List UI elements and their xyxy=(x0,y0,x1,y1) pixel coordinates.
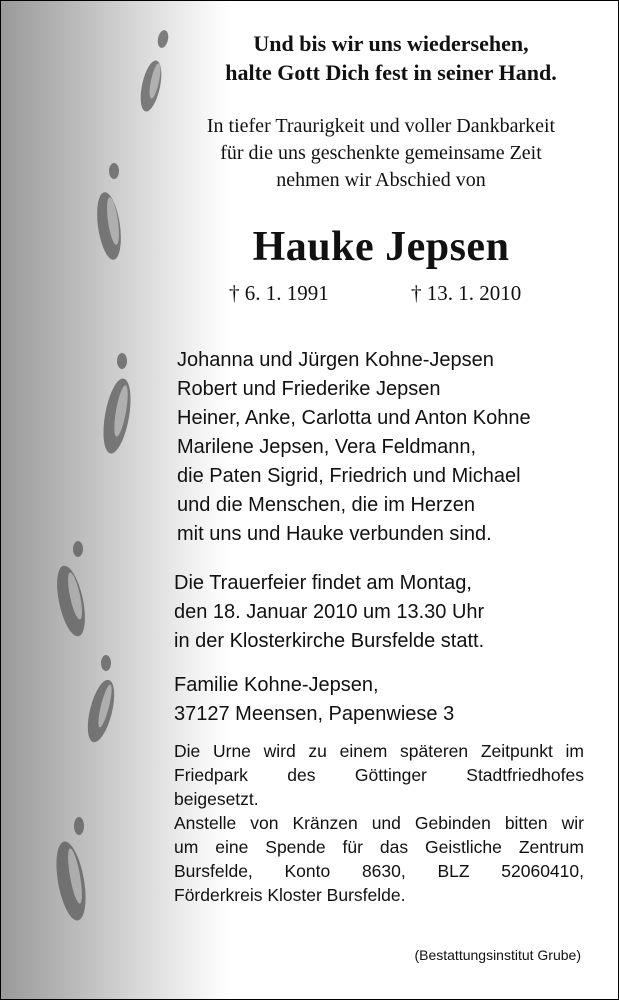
motto-line: halte Gott Dich fest in seiner Hand. xyxy=(225,60,557,85)
mourner-line: mit uns und Hauke verbunden sind. xyxy=(177,523,492,545)
funeral-info xyxy=(174,569,484,656)
note-line: Friedpark des Göttinger Stadtfriedhofes xyxy=(174,765,584,785)
notes-text xyxy=(174,739,584,907)
funeral-line: den 18. Januar 2010 um 13.30 Uhr xyxy=(174,601,485,623)
mourner-line: und die Menschen, die im Herzen xyxy=(177,494,475,516)
funeral-line: in der Klosterkirche Bursfelde statt. xyxy=(174,630,485,652)
mourner-line: die Paten Sigrid, Friedrich und Michael xyxy=(177,465,521,487)
birth-date: † 6. 1. 1991 xyxy=(229,281,329,305)
motto-line: Und bis wir uns wiedersehen, xyxy=(253,31,529,56)
intro-line: für die uns geschenkte gemeinsame Zeit xyxy=(220,142,542,164)
note-line: Anstelle von Kränzen und Gebinden bitten wir xyxy=(174,813,584,833)
mourner-line: Marilene Jepsen, Vera Feldmann, xyxy=(177,436,477,458)
undertaker-credit: (Bestattungsinstitut Grube) xyxy=(414,947,581,963)
intro-line: In tiefer Traurigkeit und voller Dankbarkeit xyxy=(206,115,556,137)
funeral-line: Die Trauerfeier findet am Montag, xyxy=(174,572,472,594)
mourner-line: Johanna und Jürgen Kohne-Jepsen xyxy=(177,349,494,371)
death-date: † 13. 1. 2010 xyxy=(411,281,522,305)
note-line: beigesetzt. xyxy=(174,789,259,809)
family-line: Familie Kohne-Jepsen, xyxy=(174,674,379,696)
mourners-list xyxy=(177,346,531,549)
intro-text xyxy=(151,113,611,194)
mourner-line: Robert und Friederike Jepsen xyxy=(177,378,441,400)
deceased-name: Hauke Jepsen xyxy=(252,224,510,270)
family-address xyxy=(174,671,454,729)
note-line: Förderkreis Kloster Bursfelde. xyxy=(174,885,406,905)
mourner-line: Heiner, Anke, Carlotta und Anton Kohne xyxy=(177,407,531,429)
family-line: 37127 Meensen, Papenwiese 3 xyxy=(174,703,455,725)
note-line: Die Urne wird zu einem späteren Zeitpunkt im xyxy=(174,741,584,761)
motto-text xyxy=(171,29,611,87)
note-line: Bursfelde, Konto 8630, BLZ 52060410, xyxy=(174,861,584,881)
note-line: um eine Spende für das Geistliche Zentrum xyxy=(174,837,584,857)
intro-line: nehmen wir Abschied von xyxy=(276,169,486,191)
